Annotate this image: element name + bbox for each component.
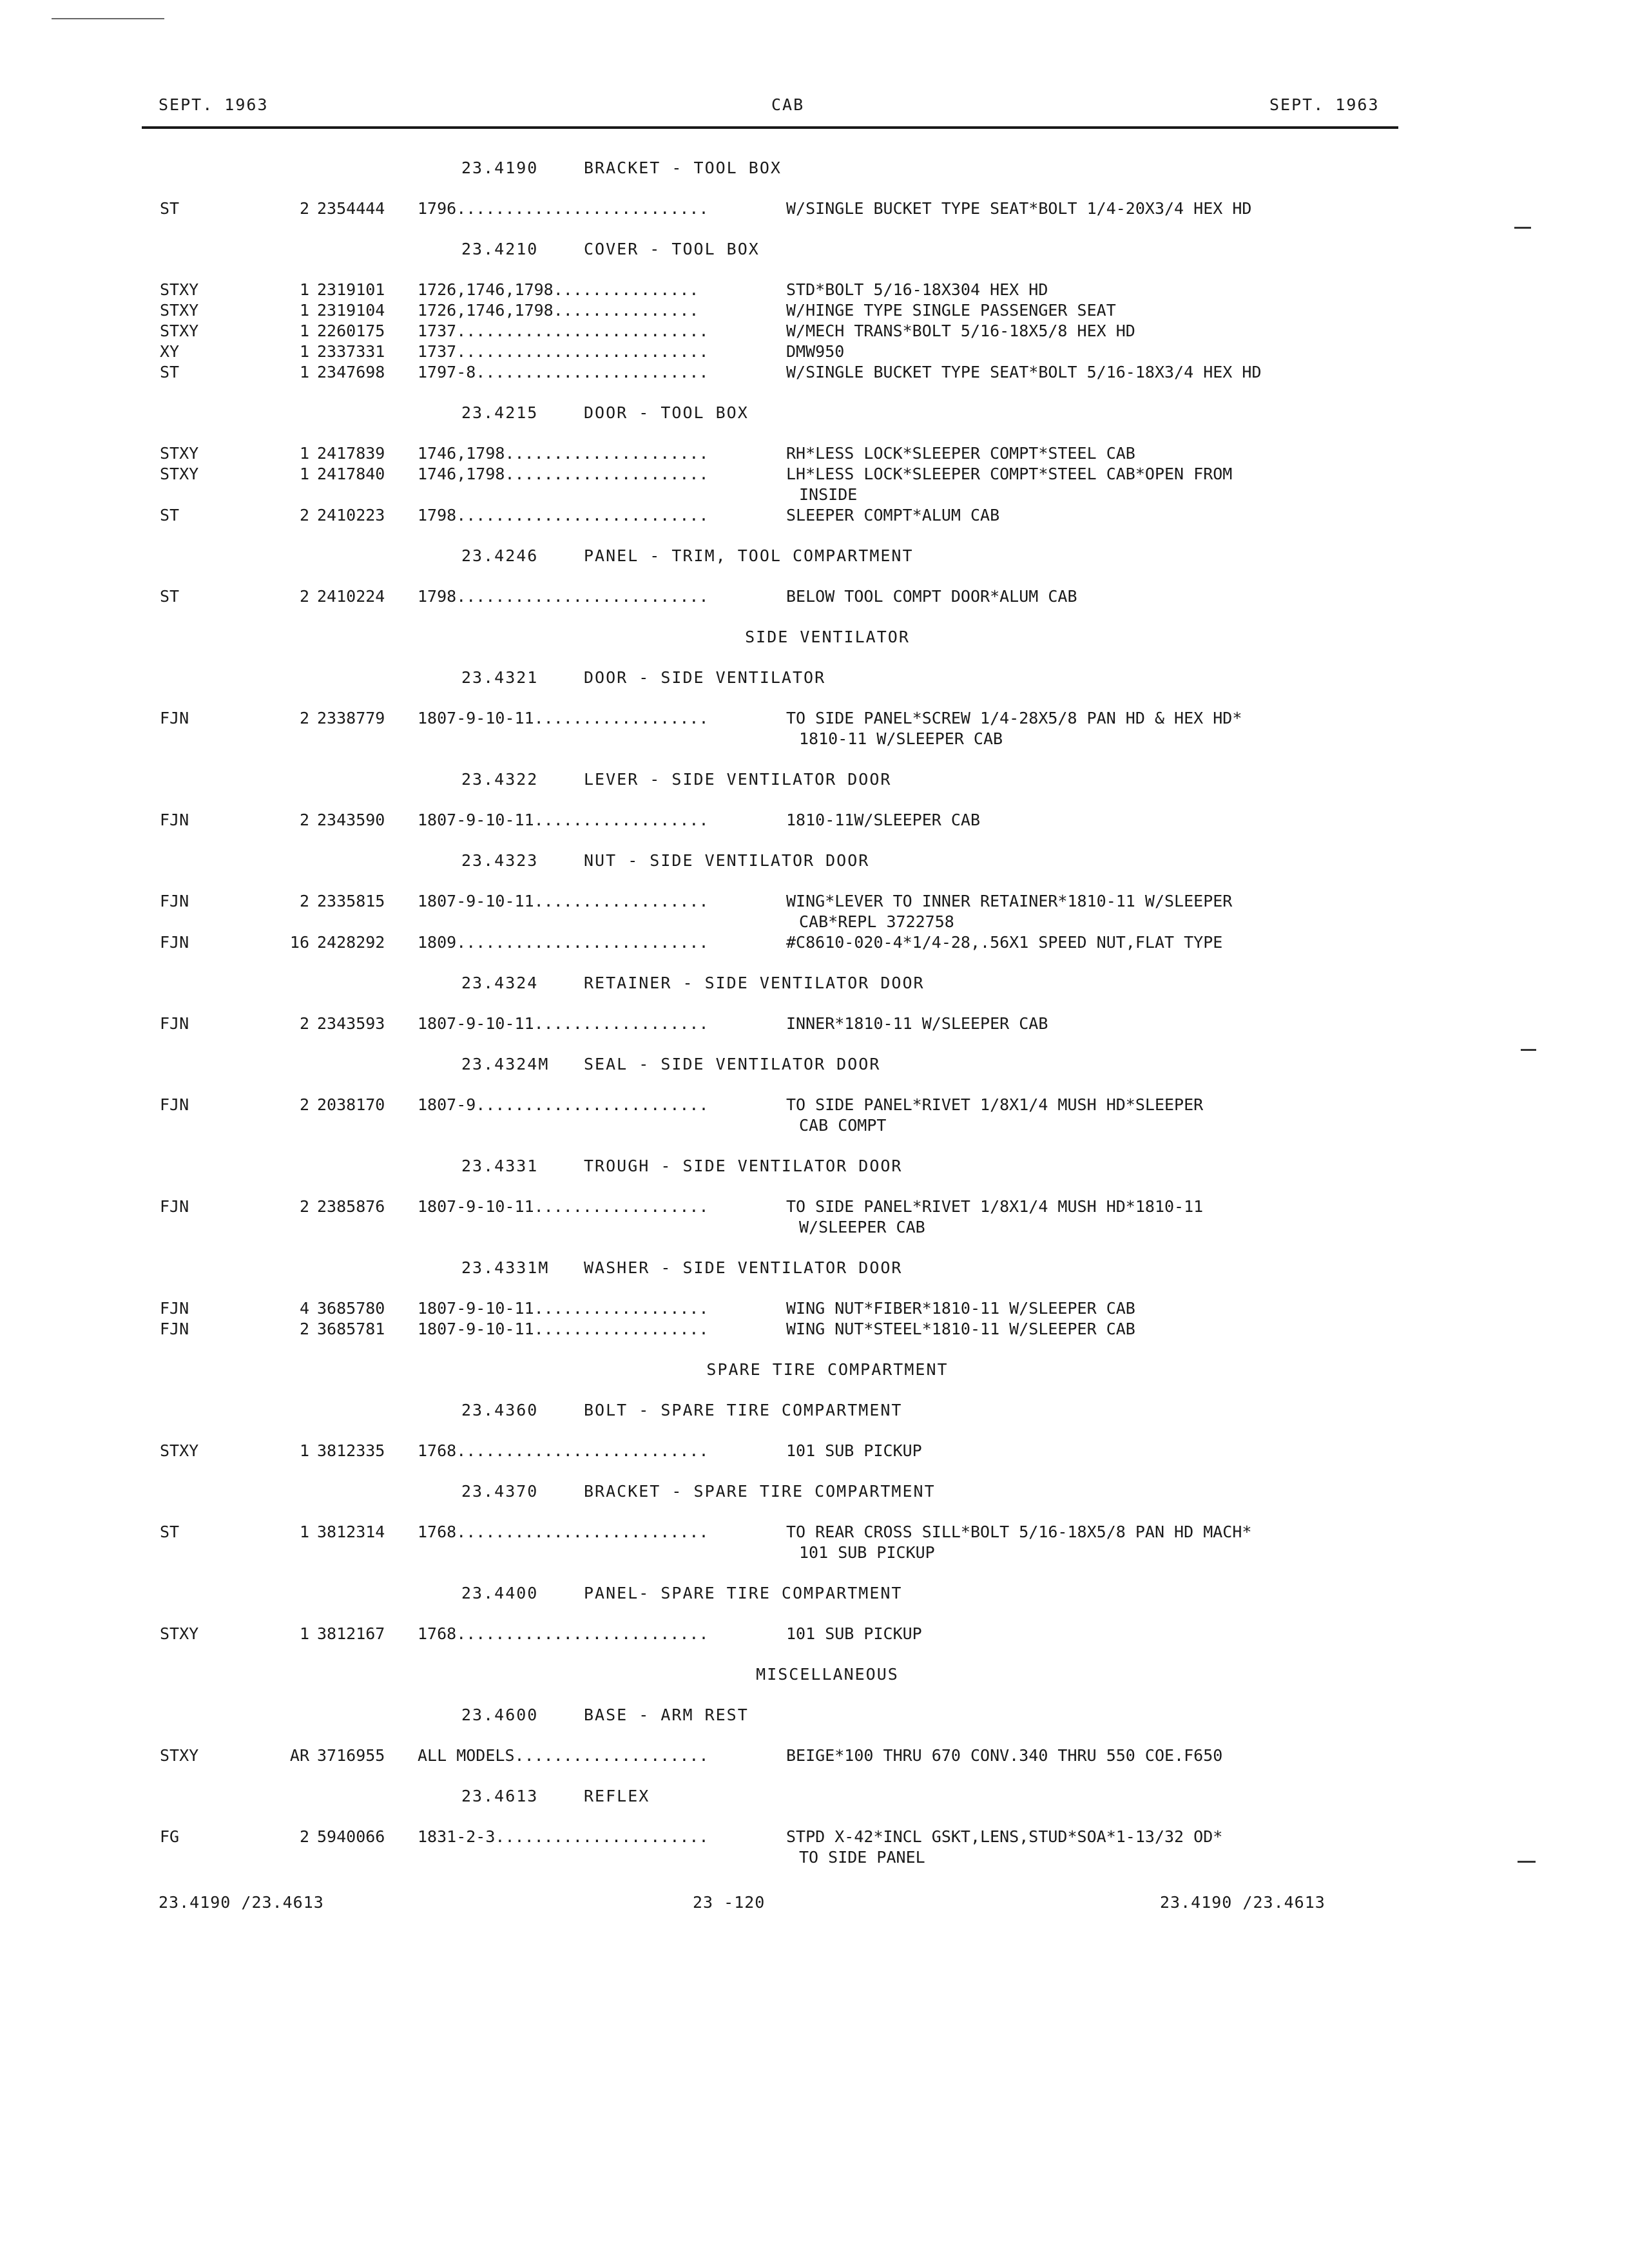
table-row — [0, 1014, 1629, 1035]
quantity: AR — [289, 1746, 309, 1765]
table-row — [0, 1299, 1629, 1320]
description: TO SIDE PANEL*SCREW 1/4-28X5/8 PAN HD & HEX HD* — [786, 709, 1242, 727]
part-number: 3812314 — [317, 1523, 385, 1541]
application-models: 1768.......................... — [418, 1523, 709, 1541]
group-code: 23.4190 — [461, 159, 539, 177]
quantity: 2 — [299, 811, 309, 829]
top-left-mark — [52, 18, 164, 19]
group-heading — [461, 240, 760, 259]
description: #C8610-020-4*1/4-28,.56X1 SPEED NUT,FLAT TYPE — [786, 933, 1223, 952]
quantity: 1 — [299, 1523, 309, 1541]
description: W/HINGE TYPE SINGLE PASSENGER SEAT — [786, 301, 1116, 320]
part-number: 2385876 — [317, 1197, 385, 1216]
table-row — [0, 1197, 1629, 1238]
quantity: 1 — [299, 465, 309, 483]
table-row — [0, 444, 1629, 465]
description: BELOW TOOL COMPT DOOR*ALUM CAB — [786, 587, 1077, 606]
description: WING NUT*STEEL*1810-11 W/SLEEPER CAB — [786, 1320, 1135, 1338]
part-number: 2319101 — [317, 280, 385, 299]
application-models: 1807-9-10-11.................. — [418, 1197, 709, 1216]
description: DMW950 — [786, 342, 845, 361]
part-number: 2410223 — [317, 506, 385, 524]
models-code: ST — [160, 199, 180, 218]
margin-mark — [1514, 227, 1531, 229]
group-heading — [461, 546, 914, 566]
group-code: 23.4370 — [461, 1482, 539, 1501]
application-models: 1746,1798..................... — [418, 444, 709, 463]
group-title: WASHER - SIDE VENTILATOR DOOR — [584, 1258, 903, 1277]
models-code: STXY — [160, 444, 199, 463]
group-code: 23.4613 — [461, 1787, 539, 1805]
part-number: 3812335 — [317, 1441, 385, 1460]
quantity: 1 — [299, 1624, 309, 1643]
part-number: 2347698 — [317, 363, 385, 381]
models-code: STXY — [160, 322, 199, 340]
quantity: 2 — [299, 709, 309, 727]
application-models: 1737.......................... — [418, 342, 709, 361]
quantity: 16 — [289, 933, 309, 952]
group-title: BOLT - SPARE TIRE COMPARTMENT — [584, 1401, 903, 1419]
quantity: 2 — [299, 1197, 309, 1216]
table-row — [0, 342, 1629, 363]
part-number: 2338779 — [317, 709, 385, 727]
application-models: 1807-9........................ — [418, 1095, 709, 1114]
models-code: FG — [160, 1827, 180, 1846]
group-title: DOOR - TOOL BOX — [584, 403, 749, 422]
description: 1810-11W/SLEEPER CAB — [786, 811, 981, 829]
description: STPD X-42*INCL GSKT,LENS,STUD*SOA*1-13/32 OD* — [786, 1827, 1223, 1846]
header-left: SEPT. 1963 — [159, 95, 269, 114]
part-number: 2343590 — [317, 811, 385, 829]
quantity: 2 — [299, 1320, 309, 1338]
group-code: 23.4331 — [461, 1157, 539, 1175]
description: 101 SUB PICKUP — [799, 1543, 935, 1562]
quantity: 1 — [299, 322, 309, 340]
description: LH*LESS LOCK*SLEEPER COMPT*STEEL CAB*OPEN FROM — [786, 465, 1233, 483]
description: 101 SUB PICKUP — [786, 1441, 922, 1460]
application-models: 1797-8........................ — [418, 363, 709, 381]
models-code: FJN — [160, 892, 189, 910]
description: TO SIDE PANEL*RIVET 1/8X1/4 MUSH HD*1810-11 — [786, 1197, 1204, 1216]
table-row — [0, 1523, 1629, 1564]
quantity: 2 — [299, 199, 309, 218]
part-number: 2260175 — [317, 322, 385, 340]
group-title: TROUGH - SIDE VENTILATOR DOOR — [584, 1157, 903, 1175]
group-title: DOOR - SIDE VENTILATOR — [584, 668, 826, 687]
table-row — [0, 301, 1629, 322]
models-code: FJN — [160, 1095, 189, 1114]
application-models: ALL MODELS.................... — [418, 1746, 709, 1765]
section-heading: SIDE VENTILATOR — [745, 628, 910, 646]
footer-left: 23.4190 /23.4613 — [159, 1893, 324, 1912]
quantity: 2 — [299, 506, 309, 524]
table-row — [0, 465, 1629, 506]
description: W/SLEEPER CAB — [799, 1218, 925, 1236]
description: RH*LESS LOCK*SLEEPER COMPT*STEEL CAB — [786, 444, 1135, 463]
application-models: 1796.......................... — [418, 199, 709, 218]
application-models: 1726,1746,1798............... — [418, 301, 699, 320]
part-number: 2343593 — [317, 1014, 385, 1033]
part-number: 2335815 — [317, 892, 385, 910]
quantity: 1 — [299, 363, 309, 381]
group-heading — [461, 1584, 903, 1603]
description: INSIDE — [799, 485, 858, 504]
quantity: 1 — [299, 301, 309, 320]
group-code: 23.4360 — [461, 1401, 539, 1419]
description: STD*BOLT 5/16-18X304 HEX HD — [786, 280, 1048, 299]
description: TO SIDE PANEL — [799, 1848, 925, 1867]
quantity: 2 — [299, 1827, 309, 1846]
group-heading — [461, 1055, 880, 1074]
part-number: 2417839 — [317, 444, 385, 463]
table-row — [0, 933, 1629, 954]
table-row — [0, 363, 1629, 383]
part-number: 2410224 — [317, 587, 385, 606]
quantity: 2 — [299, 1014, 309, 1033]
part-number: 2428292 — [317, 933, 385, 952]
application-models: 1737.......................... — [418, 322, 709, 340]
part-number: 2417840 — [317, 465, 385, 483]
group-heading — [461, 851, 869, 870]
models-code: FJN — [160, 933, 189, 952]
part-number: 3685781 — [317, 1320, 385, 1338]
application-models: 1768.......................... — [418, 1624, 709, 1643]
table-row — [0, 1095, 1629, 1137]
group-title: RETAINER - SIDE VENTILATOR DOOR — [584, 974, 925, 992]
group-code: 23.4324 — [461, 974, 539, 992]
group-title: BASE - ARM REST — [584, 1706, 749, 1724]
group-code: 23.4322 — [461, 770, 539, 789]
quantity: 2 — [299, 587, 309, 606]
margin-mark — [1521, 1049, 1536, 1051]
table-row — [0, 1624, 1629, 1645]
application-models: 1831-2-3...................... — [418, 1827, 709, 1846]
table-row — [0, 322, 1629, 342]
footer-right: 23.4190 /23.4613 — [1160, 1893, 1325, 1912]
group-heading — [461, 1157, 903, 1176]
application-models: 1798.......................... — [418, 587, 709, 606]
quantity: 1 — [299, 342, 309, 361]
group-code: 23.4331M — [461, 1258, 550, 1277]
description: W/SINGLE BUCKET TYPE SEAT*BOLT 1/4-20X3/4 HEX HD — [786, 199, 1252, 218]
group-title: LEVER - SIDE VENTILATOR DOOR — [584, 770, 892, 789]
description: CAB*REPL 3722758 — [799, 912, 954, 931]
description: WING*LEVER TO INNER RETAINER*1810-11 W/SLEEPER — [786, 892, 1233, 910]
quantity: 1 — [299, 1441, 309, 1460]
description: TO SIDE PANEL*RIVET 1/8X1/4 MUSH HD*SLEEPER — [786, 1095, 1204, 1114]
group-title: PANEL - TRIM, TOOL COMPARTMENT — [584, 546, 914, 565]
group-heading — [461, 1706, 749, 1725]
group-title: BRACKET - TOOL BOX — [584, 159, 782, 177]
part-number: 3812167 — [317, 1624, 385, 1643]
application-models: 1798.......................... — [418, 506, 709, 524]
group-heading — [461, 159, 782, 178]
table-row — [0, 1746, 1629, 1767]
table-row — [0, 280, 1629, 301]
table-row — [0, 1320, 1629, 1340]
group-code: 23.4324M — [461, 1055, 550, 1073]
models-code: FJN — [160, 1197, 189, 1216]
application-models: 1768.......................... — [418, 1441, 709, 1460]
models-code: STXY — [160, 280, 199, 299]
application-models: 1726,1746,1798............... — [418, 280, 699, 299]
group-heading — [461, 1787, 650, 1806]
description: W/MECH TRANS*BOLT 5/16-18X5/8 HEX HD — [786, 322, 1135, 340]
application-models: 1807-9-10-11.................. — [418, 1320, 709, 1338]
application-models: 1807-9-10-11.................. — [418, 892, 709, 910]
part-number: 5940066 — [317, 1827, 385, 1846]
section-heading: MISCELLANEOUS — [756, 1665, 899, 1684]
group-title: BRACKET - SPARE TIRE COMPARTMENT — [584, 1482, 936, 1501]
application-models: 1807-9-10-11.................. — [418, 1014, 709, 1033]
description: BEIGE*100 THRU 670 CONV.340 THRU 550 COE.F650 — [786, 1746, 1223, 1765]
application-models: 1807-9-10-11.................. — [418, 811, 709, 829]
description: TO REAR CROSS SILL*BOLT 5/16-18X5/8 PAN HD MACH* — [786, 1523, 1252, 1541]
group-title: PANEL- SPARE TIRE COMPARTMENT — [584, 1584, 903, 1602]
models-code: FJN — [160, 811, 189, 829]
application-models: 1807-9-10-11.................. — [418, 1299, 709, 1318]
header-center: CAB — [771, 95, 805, 114]
footer-page-number: 23 -120 — [693, 1893, 766, 1912]
table-row — [0, 1441, 1629, 1462]
quantity: 1 — [299, 280, 309, 299]
part-number: 3685780 — [317, 1299, 385, 1318]
part-number: 3716955 — [317, 1746, 385, 1765]
models-code: XY — [160, 342, 180, 361]
part-number: 2319104 — [317, 301, 385, 320]
table-row — [0, 811, 1629, 831]
group-code: 23.4323 — [461, 851, 539, 870]
description: SLEEPER COMPT*ALUM CAB — [786, 506, 1000, 524]
group-code: 23.4321 — [461, 668, 539, 687]
group-heading — [461, 1258, 903, 1278]
group-heading — [461, 974, 925, 993]
models-code: FJN — [160, 1014, 189, 1033]
application-models: 1809.......................... — [418, 933, 709, 952]
part-number: 2354444 — [317, 199, 385, 218]
application-models: 1746,1798..................... — [418, 465, 709, 483]
group-heading — [461, 1401, 903, 1420]
models-code: STXY — [160, 301, 199, 320]
quantity: 2 — [299, 1095, 309, 1114]
group-title: NUT - SIDE VENTILATOR DOOR — [584, 851, 870, 870]
table-row — [0, 506, 1629, 526]
section-heading: SPARE TIRE COMPARTMENT — [706, 1360, 949, 1379]
models-code: FJN — [160, 1320, 189, 1338]
models-code: STXY — [160, 1624, 199, 1643]
description: W/SINGLE BUCKET TYPE SEAT*BOLT 5/16-18X3/4 HEX HD — [786, 363, 1262, 381]
table-row — [0, 199, 1629, 220]
group-heading — [461, 403, 749, 423]
group-code: 23.4600 — [461, 1706, 539, 1724]
models-code: ST — [160, 506, 180, 524]
quantity: 1 — [299, 444, 309, 463]
group-code: 23.4215 — [461, 403, 539, 422]
models-code: FJN — [160, 1299, 189, 1318]
quantity: 4 — [299, 1299, 309, 1318]
models-code: STXY — [160, 1441, 199, 1460]
group-code: 23.4210 — [461, 240, 539, 258]
header-right: SEPT. 1963 — [1269, 95, 1380, 114]
group-title: REFLEX — [584, 1787, 650, 1805]
group-code: 23.4246 — [461, 546, 539, 565]
models-code: STXY — [160, 465, 199, 483]
description: INNER*1810-11 W/SLEEPER CAB — [786, 1014, 1048, 1033]
models-code: ST — [160, 587, 180, 606]
description: WING NUT*FIBER*1810-11 W/SLEEPER CAB — [786, 1299, 1135, 1318]
part-number: 2038170 — [317, 1095, 385, 1114]
group-heading — [461, 668, 825, 687]
table-row — [0, 587, 1629, 608]
models-code: FJN — [160, 709, 189, 727]
group-heading — [461, 770, 891, 789]
models-code: ST — [160, 1523, 180, 1541]
header-rule — [142, 126, 1398, 129]
description: CAB COMPT — [799, 1116, 887, 1135]
group-title: SEAL - SIDE VENTILATOR DOOR — [584, 1055, 881, 1073]
group-heading — [461, 1482, 936, 1501]
application-models: 1807-9-10-11.................. — [418, 709, 709, 727]
quantity: 2 — [299, 892, 309, 910]
models-code: ST — [160, 363, 180, 381]
part-number: 2337331 — [317, 342, 385, 361]
table-row — [0, 709, 1629, 750]
group-title: COVER - TOOL BOX — [584, 240, 760, 258]
group-code: 23.4400 — [461, 1584, 539, 1602]
description: 101 SUB PICKUP — [786, 1624, 922, 1643]
description: 1810-11 W/SLEEPER CAB — [799, 729, 1003, 748]
table-row — [0, 1827, 1629, 1869]
table-row — [0, 892, 1629, 933]
models-code: STXY — [160, 1746, 199, 1765]
